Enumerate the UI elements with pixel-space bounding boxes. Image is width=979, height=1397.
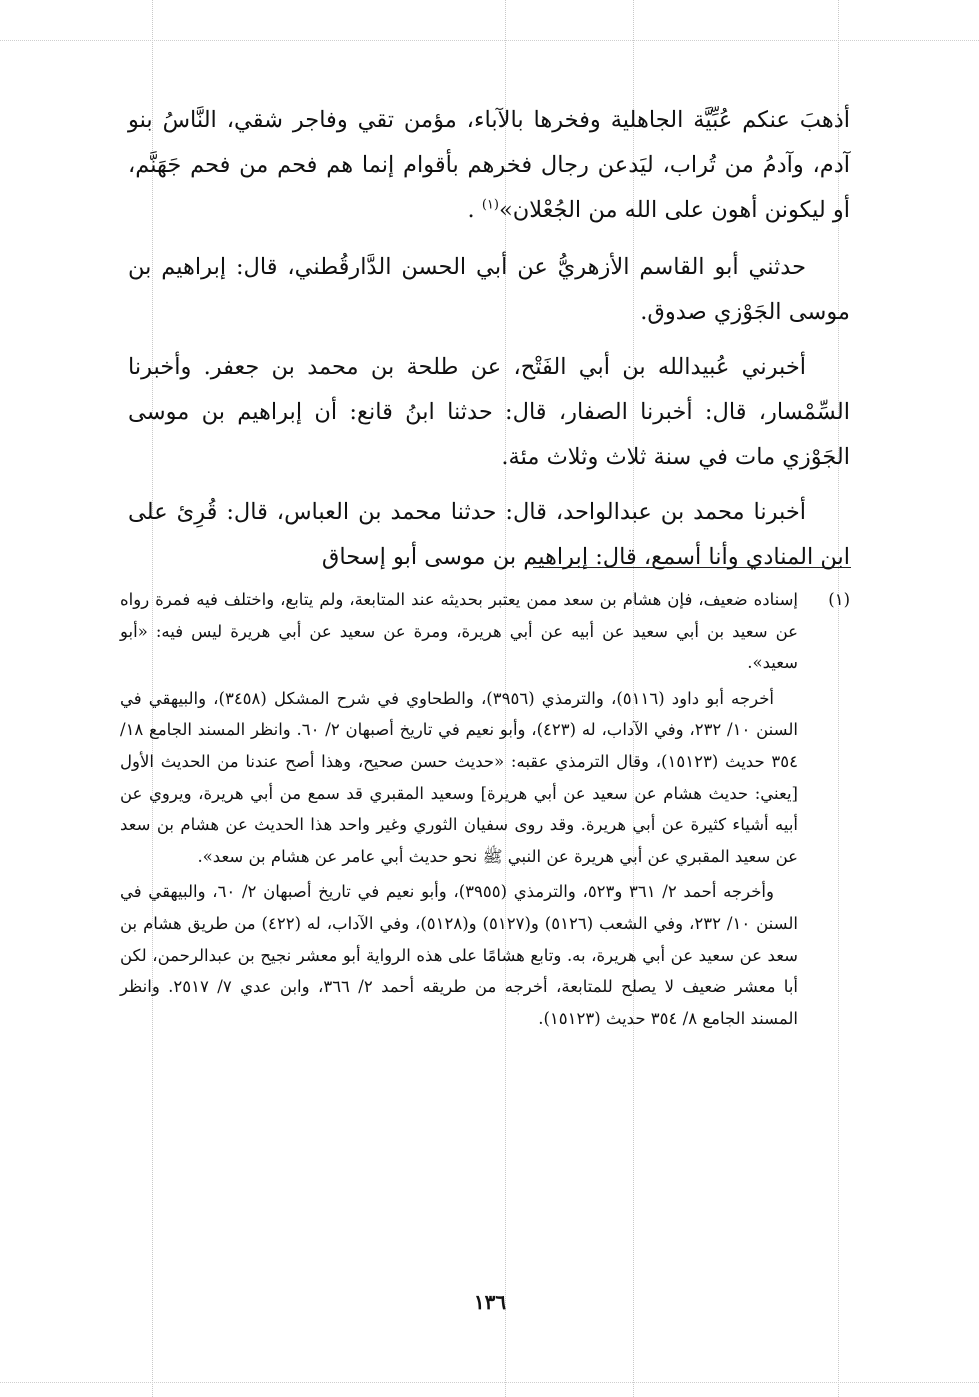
footnote-number: (١)	[828, 590, 850, 609]
page-number: ١٣٦	[473, 1290, 507, 1314]
paragraph-end-mark: .	[467, 197, 482, 223]
main-paragraph: حدثني أبو القاسم الأزهريُّ عن أبي الحسن الدَّارقُطني، قال: إبراهيم بن موسى الجَوْزي صدوق.	[128, 254, 850, 325]
footnote-separator	[533, 567, 851, 568]
scan-guide-line	[0, 1382, 979, 1383]
footnote-body	[120, 584, 798, 1038]
main-paragraph: أخبرنا محمد بن عبدالواحد، قال: حدثنا محمد بن العباس، قال: قُرِئ على ابن المنادي وأنا أسمع، قال: إبراهيم بن موسى أبو إسحاق	[128, 499, 850, 570]
footnote-paragraph: إسناده ضعيف، فإن هشام بن سعد ممن يعتبر بحديثه عند المتابعة، ولم يتابع، واختلف فيه فمرة رواه عن سعيد بن أبي سعيد عن أبيه عن أبي هريرة، ومرة عن سعيد عن أبي هريرة ليس فيه: «أبو سعيد».	[120, 590, 798, 673]
main-paragraph	[128, 98, 850, 233]
main-paragraph: أخبرني عُبيدالله بن أبي الفَتْح، عن طلحة بن محمد بن جعفر. وأخبرنا السِّمْسار، قال: أخبرنا الصفار، قال: حدثنا ابنُ قانع: أن إبراهيم بن موسى الجَوْزي مات في سنة ثلاث وثلاث مئة.	[128, 354, 850, 470]
footnote-paragraph: وأخرجه أحمد ٢/ ٣٦١ و٥٢٣، والترمذي (٣٩٥٥)، وأبو نعيم في تاريخ أصبهان ٢/ ٦٠، والبيهقي في السنن ١٠/ ٢٣٢، وفي الشعب (٥١٢٦) و(٥١٢٧) و(٥١٢٨)، وفي الآداب، له (٤٢٢) من طريق هشام بن سعد عن سعيد عن أبي هريرة، به. وتابع هشامًا على هذه الرواية أبو معشر نجيح بن عبدالرحمن، لكن أبا معشر ضعيف لا يصلح للمتابعة، أخرجه من طريقه أحمد ٢/ ٣٦٦، وابن عدي ٧/ ٢٥١٧. وانظر المسند الجامع ٨/ ٣٥٤ حديث (١٥١٢٣).	[120, 882, 799, 1028]
footnote-reference[interactable]: (١)	[481, 197, 499, 213]
footnote-item	[120, 584, 850, 1038]
scan-guide-line	[0, 40, 979, 41]
footnote-paragraph: أخرجه أبو داود (٥١١٦)، والترمذي (٣٩٥٦)، والطحاوي في شرح المشكل (٣٤٥٨)، والبيهقي في السنن ١٠/ ٢٣٢، وفي الآداب، له (٤٢٣)، وأبو نعيم في تاريخ أصبهان ٢/ ٦٠. وانظر المسند الجامع ١٨/ ٣٥٤ حديث (١٥١٢٣)، وقال الترمذي عقبه: «حديث حسن صحيح، وهذا أصح عندنا من الحديث الأول [يعني: حديث هشام عن سعيد عن أبي هريرة] وسعيد المقبري قد سمع من أبي هريرة، ويروي عن أبيه أشياء كثيرة عن أبي هريرة. وقد روى سفيان الثوري وغير واحد هذا الحديث عن هشام بن سعد عن سعيد المقبري عن أبي هريرة عن النبي ﷺ نحو حديث أبي عامر عن هشام بن سعد».	[120, 688, 798, 866]
footnotes	[120, 584, 850, 1038]
main-paragraph-text: أذهبَ عنكم عُبِّيَّة الجاهلية وفخرها بالآباء، مؤمن تقي وفاجر شقي، النَّاسُ بنو آدم، وآدمُ من تُراب، ليَدعن رجال فخرهم بأقوام إنما هم فحم من فحم جَهَنَّم، أو ليكونن أهون على الله من الجُعْلان»	[128, 107, 850, 223]
main-text	[128, 98, 850, 580]
